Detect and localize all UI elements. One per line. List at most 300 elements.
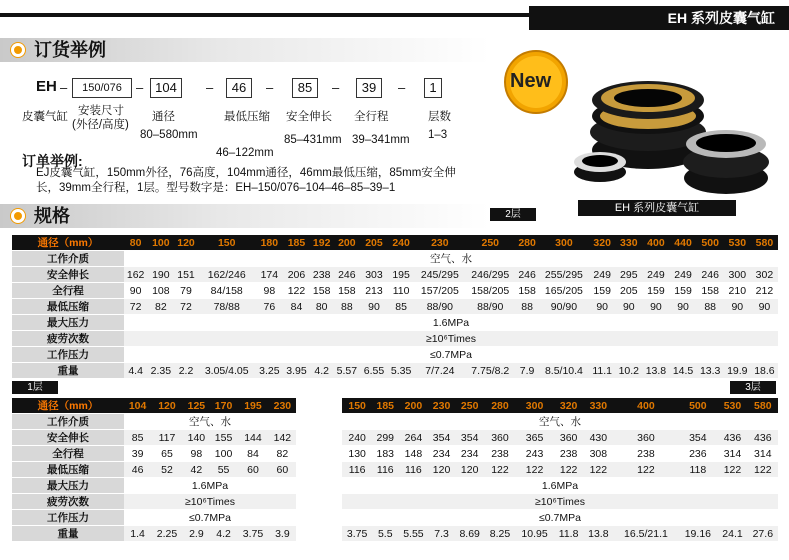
top-header-bar: [0, 0, 789, 30]
new-badge: New: [510, 70, 552, 92]
table-cell: 65: [151, 446, 183, 462]
table-row: [12, 414, 296, 430]
table-cell: 100: [210, 446, 237, 462]
medium-bellows: [683, 130, 769, 194]
column-header: 120: [174, 235, 197, 251]
table-cell: 84: [283, 299, 310, 315]
row-label: 疲劳次数: [12, 331, 124, 347]
table-cell: 238: [613, 446, 678, 462]
table-cell: 302: [751, 267, 778, 283]
table-cell: 2.2: [174, 363, 197, 379]
table-cell: 116: [372, 462, 398, 478]
table-cell: 3.9: [269, 526, 296, 542]
table-cell: 13.8: [583, 526, 613, 542]
table-cell: 88/90: [465, 299, 515, 315]
code-prefix: EH: [36, 78, 57, 95]
table-cell: 42: [183, 462, 210, 478]
column-header: 580: [748, 398, 778, 414]
table-cell: 7.9: [515, 363, 538, 379]
code-segment-bore: 104: [150, 78, 182, 98]
table-cell: 10.95: [515, 526, 554, 542]
table-row: [342, 526, 778, 542]
column-header: 120: [151, 398, 183, 414]
table-cell: 157/205: [415, 283, 465, 299]
table-cell: 90: [724, 299, 751, 315]
table-cell: 249: [642, 267, 669, 283]
table-cell: 80: [310, 299, 333, 315]
table-cell: 162: [124, 267, 147, 283]
table-cell: 4.4: [124, 363, 147, 379]
table-cell: 142: [269, 430, 296, 446]
table-cell: 116: [342, 462, 372, 478]
table-cell: 79: [174, 283, 197, 299]
table-cell: 245/295: [415, 267, 465, 283]
table-row: [12, 331, 778, 347]
merged-cell: ≤0.7MPa: [124, 347, 778, 363]
merged-cell: ≤0.7MPa: [124, 510, 296, 526]
label-mount-size: 安装尺寸: [78, 105, 124, 117]
table-cell: 8.69: [455, 526, 485, 542]
table-cell: 246: [515, 267, 538, 283]
label-min-compression-range: 46–122mm: [216, 147, 274, 159]
table-cell: 72: [174, 299, 197, 315]
table-cell: 308: [583, 446, 613, 462]
code-dash: –: [398, 80, 406, 95]
table-cell: 19.16: [678, 526, 717, 542]
column-header: 100: [147, 235, 174, 251]
table-cell: 3.75: [237, 526, 269, 542]
spec-table-1-layer: [12, 398, 296, 542]
merged-cell: 空气、水: [342, 414, 778, 430]
table-row: [12, 510, 296, 526]
table-cell: 88: [697, 299, 724, 315]
column-header: 180: [256, 235, 283, 251]
table-cell: 76: [256, 299, 283, 315]
column-header: 125: [183, 398, 210, 414]
column-header: 240: [388, 235, 415, 251]
column-header: 185: [372, 398, 398, 414]
table-cell: 7.75/8.2: [465, 363, 515, 379]
table-cell: 72: [124, 299, 147, 315]
table-cell: 234: [455, 446, 485, 462]
table-cell: 205: [615, 283, 642, 299]
table-cell: 98: [183, 446, 210, 462]
merged-cell: 1.6MPa: [342, 478, 778, 494]
table-header-row: [12, 235, 778, 251]
table-cell: 84: [237, 446, 269, 462]
table-row: [12, 267, 778, 283]
order-example-title: 订单举例:: [22, 153, 83, 169]
table-cell: 158: [697, 283, 724, 299]
table-cell: 195: [388, 267, 415, 283]
table-cell: 159: [642, 283, 669, 299]
label-layers: 层数: [428, 111, 451, 123]
column-header: 230: [269, 398, 296, 414]
table-cell: 6.55: [360, 363, 387, 379]
column-header: 250: [465, 235, 515, 251]
column-header: 195: [237, 398, 269, 414]
table-cell: 7/7.24: [415, 363, 465, 379]
table-cell: 436: [717, 430, 747, 446]
row-label: 工作压力: [12, 347, 124, 363]
table-cell: 360: [613, 430, 678, 446]
table-cell: 14.5: [669, 363, 696, 379]
table-row: [342, 414, 778, 430]
table-cell: 183: [372, 446, 398, 462]
column-header: 580: [751, 235, 778, 251]
table-cell: 108: [147, 283, 174, 299]
table-cell: 213: [360, 283, 387, 299]
code-segment-stroke: 39: [356, 78, 382, 98]
table-cell: 90: [615, 299, 642, 315]
order-section-title: 订货举例: [34, 40, 106, 60]
table-cell: 130: [342, 446, 372, 462]
table-row: [12, 283, 778, 299]
table-cell: 90: [751, 299, 778, 315]
column-header: 250: [455, 398, 485, 414]
table-cell: 360: [554, 430, 583, 446]
code-dash: –: [136, 80, 144, 95]
table-cell: 299: [372, 430, 398, 446]
table-cell: 19.9: [724, 363, 751, 379]
table-row: [12, 347, 778, 363]
table-cell: 5.57: [333, 363, 360, 379]
row-label: 全行程: [12, 283, 124, 299]
row-label: 重量: [12, 363, 124, 379]
column-header: 192: [310, 235, 333, 251]
table-cell: 122: [748, 462, 778, 478]
table-cell: 246: [697, 267, 724, 283]
table-cell: 24.1: [717, 526, 747, 542]
table-cell: 2.25: [151, 526, 183, 542]
order-section-header: [0, 38, 490, 62]
code-dash: –: [332, 80, 340, 95]
table-cell: 240: [342, 430, 372, 446]
table-cell: 5.55: [398, 526, 428, 542]
merged-cell: ≥10⁶Times: [124, 331, 778, 347]
label-safe-extension-range: 85–431mm: [284, 134, 342, 146]
series-title: EH 系列皮囊气缸: [529, 6, 789, 30]
column-header: 150: [342, 398, 372, 414]
table-cell: 2.9: [183, 526, 210, 542]
table-cell: 360: [485, 430, 515, 446]
section-bullet-icon: [11, 43, 25, 57]
table-cell: 90: [642, 299, 669, 315]
header-bore-label: 通径（mm）: [12, 398, 124, 414]
table-cell: 3.05/4.05: [198, 363, 256, 379]
column-header: 280: [485, 398, 515, 414]
table-cell: 90: [124, 283, 147, 299]
table-cell: 88: [333, 299, 360, 315]
table-cell: 300: [724, 267, 751, 283]
table-cell: 16.5/21.1: [613, 526, 678, 542]
code-segment-size: 150/076: [72, 78, 132, 98]
label-full-stroke-range: 39–341mm: [352, 134, 410, 146]
table-cell: 430: [583, 430, 613, 446]
table-cell: 39: [124, 446, 151, 462]
row-label: 最低压缩: [12, 299, 124, 315]
column-header: 205: [360, 235, 387, 251]
column-header: 500: [678, 398, 717, 414]
table-cell: 159: [589, 283, 615, 299]
table-cell: 354: [678, 430, 717, 446]
table-row: [12, 526, 296, 542]
table-cell: 243: [515, 446, 554, 462]
order-example-line-1: EJ皮囊气缸，150mm外径，76高度，104mm通径，46mm最低压缩，85mm安全伸: [36, 167, 456, 179]
table-cell: 162/246: [198, 267, 256, 283]
table-row: [12, 299, 778, 315]
spec-table-2-layer: [12, 235, 778, 379]
code-segment-safe-extension: 85: [292, 78, 318, 98]
table-cell: 236: [678, 446, 717, 462]
code-segment-min-compression: 46: [226, 78, 252, 98]
row-label: 安全伸长: [12, 267, 124, 283]
table-cell: 27.6: [748, 526, 778, 542]
column-header: 330: [583, 398, 613, 414]
column-header: 400: [613, 398, 678, 414]
table-cell: 122: [485, 462, 515, 478]
table-cell: 120: [429, 462, 455, 478]
code-segment-layers: 1: [424, 78, 442, 98]
row-label: 重量: [12, 526, 124, 542]
product-caption: EH 系列皮囊气缸: [578, 200, 736, 216]
column-header: 280: [515, 235, 538, 251]
merged-cell: ≤0.7MPa: [342, 510, 778, 526]
table-cell: 52: [151, 462, 183, 478]
table-cell: 88/90: [415, 299, 465, 315]
table-cell: 3.25: [256, 363, 283, 379]
table-header-row: [12, 398, 296, 414]
table-cell: 8.25: [485, 526, 515, 542]
code-dash: –: [266, 80, 274, 95]
table-cell: 46: [124, 462, 151, 478]
table-cell: 165/205: [539, 283, 589, 299]
table-cell: 78/88: [198, 299, 256, 315]
merged-cell: 空气、水: [124, 414, 296, 430]
table-cell: 60: [269, 462, 296, 478]
table-cell: 238: [554, 446, 583, 462]
table-cell: 122: [515, 462, 554, 478]
table-row: [12, 315, 778, 331]
column-header: 200: [333, 235, 360, 251]
table-cell: 158: [515, 283, 538, 299]
table-cell: 8.5/10.4: [539, 363, 589, 379]
table-row: [12, 430, 296, 446]
table-cell: 122: [554, 462, 583, 478]
label-min-compression: 最低压缩: [224, 111, 270, 123]
table-cell: 295: [615, 267, 642, 283]
table-cell: 148: [398, 446, 428, 462]
table-cell: 82: [147, 299, 174, 315]
row-label: 全行程: [12, 446, 124, 462]
table-cell: 174: [256, 267, 283, 283]
table-row: [12, 494, 296, 510]
table-row: [12, 251, 778, 267]
table-cell: 255/295: [539, 267, 589, 283]
column-header: 320: [554, 398, 583, 414]
table-cell: 140: [183, 430, 210, 446]
label-bellows-cylinder: 皮囊气缸: [22, 111, 68, 123]
merged-cell: 1.6MPa: [124, 315, 778, 331]
merged-cell: ≥10⁶Times: [124, 494, 296, 510]
column-header: 230: [429, 398, 455, 414]
order-example-line-2: 长，39mm全行程，1层。型号数字是：EH–150/076–104–46–85–39–1: [36, 182, 396, 194]
table-cell: 264: [398, 430, 428, 446]
table-cell: 120: [455, 462, 485, 478]
table-cell: 365: [515, 430, 554, 446]
header-bore-label: 通径（mm）: [12, 235, 124, 251]
table-cell: 90: [669, 299, 696, 315]
table-row: [342, 478, 778, 494]
table-row: [342, 430, 778, 446]
table-cell: 60: [237, 462, 269, 478]
column-header: 500: [697, 235, 724, 251]
merged-cell: ≥10⁶Times: [342, 494, 778, 510]
table-cell: 314: [748, 446, 778, 462]
column-header: 330: [615, 235, 642, 251]
layer-badge-1: 1层: [12, 381, 58, 394]
table-cell: 206: [283, 267, 310, 283]
table-cell: 2.35: [147, 363, 174, 379]
table-cell: 210: [724, 283, 751, 299]
table-cell: 303: [360, 267, 387, 283]
table-cell: 1.4: [124, 526, 151, 542]
table-cell: 122: [613, 462, 678, 478]
table-header-row: [342, 398, 778, 414]
table-row: [342, 494, 778, 510]
table-cell: 84/158: [198, 283, 256, 299]
table-cell: 122: [583, 462, 613, 478]
table-cell: 238: [485, 446, 515, 462]
merged-cell: 空气、水: [124, 251, 778, 267]
table-cell: 116: [398, 462, 428, 478]
table-row: [12, 363, 778, 379]
table-row: [12, 446, 296, 462]
column-header: 400: [642, 235, 669, 251]
column-header: 80: [124, 235, 147, 251]
table-cell: 55: [210, 462, 237, 478]
table-cell: 212: [751, 283, 778, 299]
table-row: [12, 478, 296, 494]
table-cell: 10.2: [615, 363, 642, 379]
label-bore-range: 80–580mm: [140, 129, 198, 141]
column-header: 300: [539, 235, 589, 251]
table-cell: 3.95: [283, 363, 310, 379]
merged-cell: 1.6MPa: [124, 478, 296, 494]
label-bore: 通径: [152, 111, 175, 123]
column-header: 104: [124, 398, 151, 414]
spec-section-header: [0, 204, 490, 228]
label-full-stroke: 全行程: [354, 111, 389, 123]
column-header: 320: [589, 235, 615, 251]
column-header: 230: [415, 235, 465, 251]
layer-badge-3: 3层: [730, 381, 776, 394]
bellows-illustration: [498, 40, 780, 218]
label-safe-extension: 安全伸长: [286, 111, 332, 123]
table-cell: 158/205: [465, 283, 515, 299]
table-cell: 122: [283, 283, 310, 299]
spec-section-title: 规格: [34, 206, 70, 226]
table-cell: 118: [678, 462, 717, 478]
row-label: 最大压力: [12, 315, 124, 331]
row-label: 工作介质: [12, 251, 124, 267]
row-label: 最低压缩: [12, 462, 124, 478]
table-row: [342, 510, 778, 526]
table-cell: 85: [124, 430, 151, 446]
table-cell: 158: [333, 283, 360, 299]
table-cell: 110: [388, 283, 415, 299]
table-cell: 11.1: [589, 363, 615, 379]
layer-badge-2: 2层: [490, 208, 536, 221]
section-bullet-icon: [11, 209, 25, 223]
product-image: [498, 40, 780, 218]
table-cell: 249: [589, 267, 615, 283]
column-header: 530: [717, 398, 747, 414]
table-cell: 3.75: [342, 526, 372, 542]
table-cell: 249: [669, 267, 696, 283]
table-cell: 190: [147, 267, 174, 283]
table-cell: 354: [455, 430, 485, 446]
row-label: 最大压力: [12, 478, 124, 494]
table-cell: 85: [388, 299, 415, 315]
table-cell: 88: [515, 299, 538, 315]
table-cell: 11.8: [554, 526, 583, 542]
table-cell: 354: [429, 430, 455, 446]
column-header: 150: [198, 235, 256, 251]
table-row: [12, 462, 296, 478]
table-cell: 13.3: [697, 363, 724, 379]
table-cell: 4.2: [210, 526, 237, 542]
row-label: 安全伸长: [12, 430, 124, 446]
column-header: 170: [210, 398, 237, 414]
label-layers-range: 1–3: [428, 129, 448, 141]
column-header: 440: [669, 235, 696, 251]
table-cell: 436: [748, 430, 778, 446]
small-bellows: [574, 152, 626, 182]
table-cell: 4.2: [310, 363, 333, 379]
table-cell: 151: [174, 267, 197, 283]
table-cell: 238: [310, 267, 333, 283]
spec-table-3-layer: [342, 398, 778, 542]
table-cell: 314: [717, 446, 747, 462]
label-mount-size-sub: (外径/高度): [72, 119, 129, 131]
code-dash: –: [60, 80, 68, 95]
table-cell: 117: [151, 430, 183, 446]
table-cell: 90: [360, 299, 387, 315]
table-cell: 122: [717, 462, 747, 478]
table-cell: 90/90: [539, 299, 589, 315]
code-dash: –: [206, 80, 214, 95]
table-cell: 5.35: [388, 363, 415, 379]
table-row: [342, 446, 778, 462]
table-cell: 90: [589, 299, 615, 315]
table-cell: 246: [333, 267, 360, 283]
row-label: 疲劳次数: [12, 494, 124, 510]
table-cell: 7.3: [429, 526, 455, 542]
table-cell: 155: [210, 430, 237, 446]
table-cell: 82: [269, 446, 296, 462]
table-cell: 98: [256, 283, 283, 299]
column-header: 300: [515, 398, 554, 414]
table-cell: 144: [237, 430, 269, 446]
column-header: 200: [398, 398, 428, 414]
table-cell: 5.5: [372, 526, 398, 542]
row-label: 工作压力: [12, 510, 124, 526]
table-row: [342, 462, 778, 478]
column-header: 530: [724, 235, 751, 251]
table-cell: 18.6: [751, 363, 778, 379]
table-cell: 158: [310, 283, 333, 299]
